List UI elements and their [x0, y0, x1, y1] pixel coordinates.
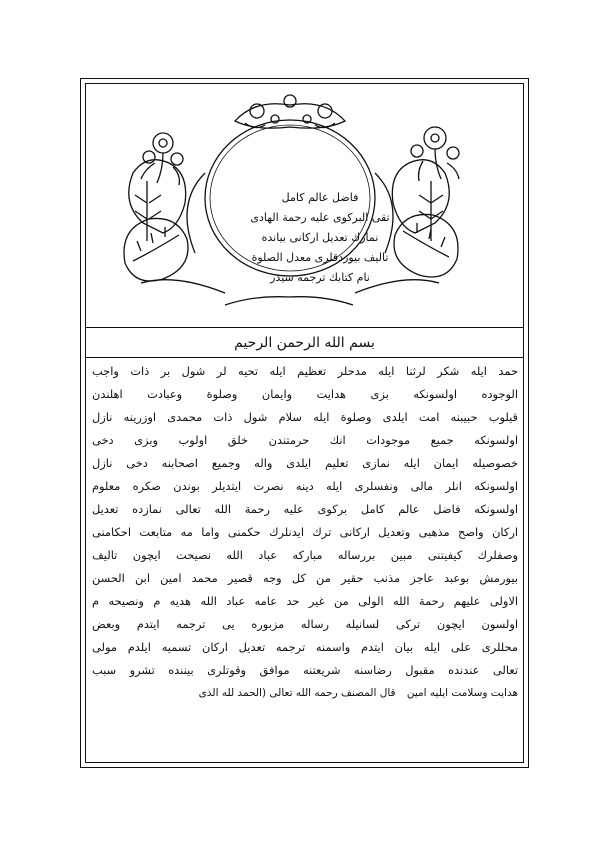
text-line: اولسونكه انلر مالى ونفسلرى ايله دينه نصرت ايتديلر بوندن صكره معلوم	[92, 479, 518, 493]
title-panel	[85, 83, 524, 326]
closing-line	[92, 682, 518, 705]
text-line: اولسونكه جميع موجودات انك حرمتندن خلق اولوب وبزى دخى	[92, 433, 518, 447]
title-line: فاضل عالم كامل	[281, 191, 359, 204]
basmala-divider	[85, 357, 524, 358]
title-medallion-text	[250, 188, 390, 348]
title-line: تاليف بيوردقلرى معدل الصلوة	[251, 251, 389, 264]
header-divider	[85, 327, 524, 328]
author-note: قال المصنف رحمه الله تعالى (الحمد لله الذى	[198, 687, 396, 699]
text-line: وصفلرك كيفيتنى مبين بررساله مباركه عباد الله نصيحت ايچون تاليف	[92, 548, 518, 562]
text-line: اركان واصح مذهبى وتعديل اركانى ترك ايدنلرك حكمنى واما مه متابعت احكامنى	[92, 525, 518, 539]
title-line: تقى البركوى عليه رحمة الهادى	[250, 211, 390, 224]
text-line: تعالى عندنده مقبول رضاسنه شريعتنه موافق وقوتلرى بيننده تشرو سبب	[92, 663, 518, 677]
basmala-heading: بسم الله الرحمن الرحيم	[234, 335, 375, 351]
title-line: نمازك تعديل اركانى بيانده	[261, 231, 379, 244]
title-line: نام كتابك ترجمه سيدر	[270, 271, 370, 284]
text-line: بيورمش بوعبد عاجز مذنب حقير من كل وجه قصير محمد امين ابن الحسن	[92, 571, 518, 585]
closing-prayer: هدايت وسلامت ايليه امين	[406, 687, 518, 699]
text-line: حمد ايله شكر لرثنا ايله مدحلر تعظيم ايله تحيه لر شول بر ذات واجب	[92, 364, 518, 378]
main-text	[92, 360, 518, 760]
text-line: الوجوده اولسونكه بزى هدايت وايمان وصلوة وعبادت اهلندن	[92, 387, 518, 401]
text-line: اولسونكه فاضل عالم كامل بركوى عليه رحمة الله تعالى نمازده تعديل	[92, 502, 518, 516]
text-line: خصوصيله ايمان ايله نمازى تعليم ايلدى واله وجميع اصحابنه دخى نازل	[92, 456, 518, 470]
text-line: اولسون ايچون تركى لسانيله رساله مزبوره يى ترجمه ايتدم وبعض	[92, 617, 518, 631]
text-line: محللرى على ايله بيان ايتدم واسمنه ترجمه تعديل اركان تسميه ايلدم مولى	[92, 640, 518, 654]
text-line: قيلوب حبيبنه امت ايلدى وصلوة ايله سلام شول ذات محمدى اوزرينه نازل	[92, 410, 518, 424]
text-line: الاولى عليهم رحمة الله الولى من غير حد عامه عباد الله هديه م ونصيحه م	[92, 594, 518, 608]
